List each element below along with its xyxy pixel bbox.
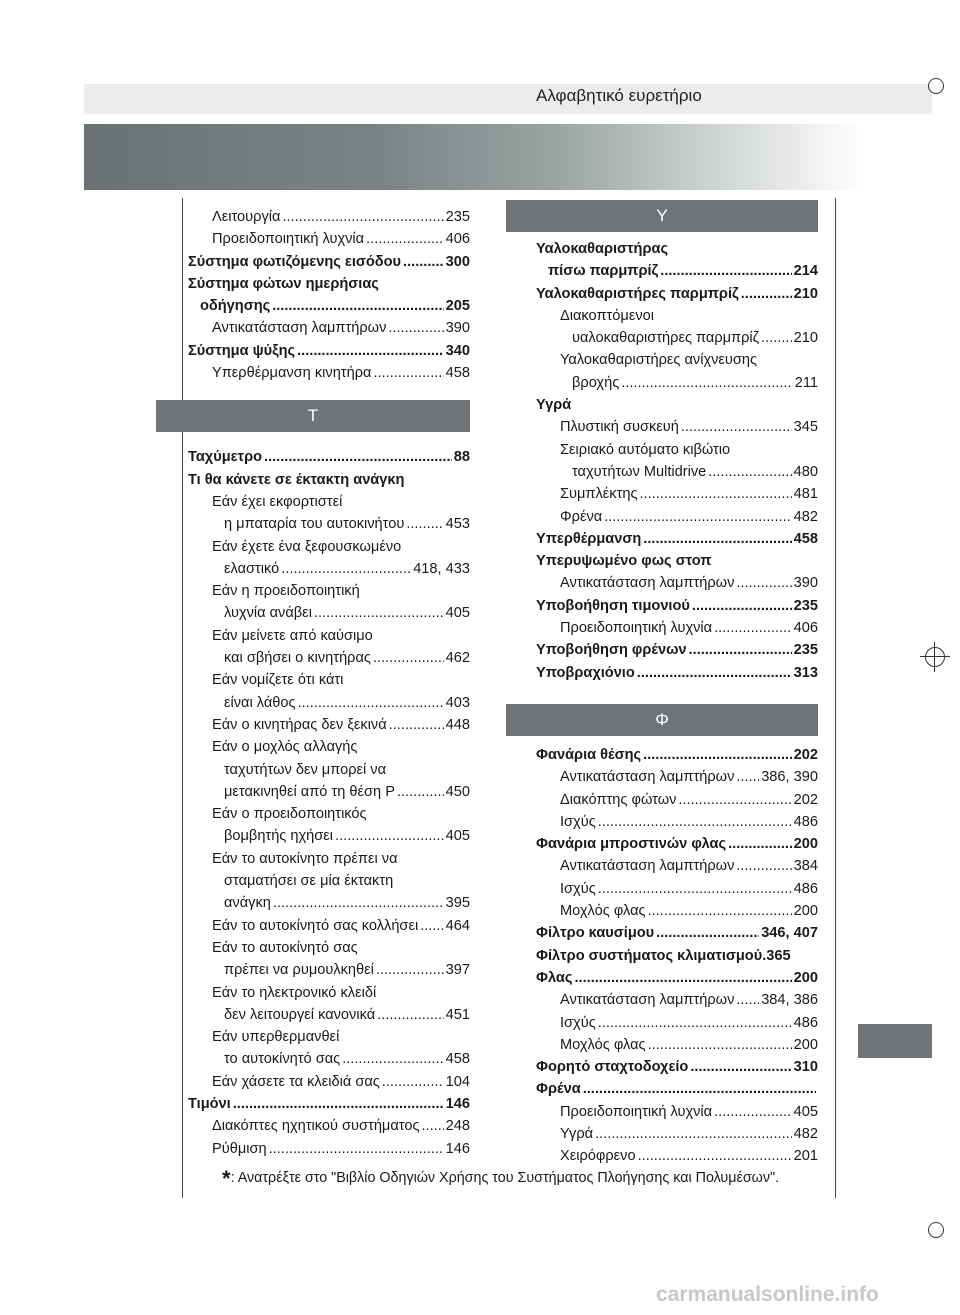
t-entries xyxy=(188,446,470,1160)
index-entry xyxy=(188,982,470,1004)
dot-leader xyxy=(376,959,444,981)
entry-text: Εάν ο προειδοποιητικός xyxy=(212,806,367,823)
entry-page: 248 xyxy=(445,1118,470,1135)
dot-leader xyxy=(314,602,444,624)
entry-page: 458 xyxy=(793,530,818,547)
header-band xyxy=(84,124,932,190)
index-entry xyxy=(536,811,818,833)
entry-page: 365 xyxy=(766,947,791,964)
index-entry xyxy=(188,647,470,669)
entry-page: 458 xyxy=(445,365,470,382)
index-entry xyxy=(188,781,470,803)
index-entry xyxy=(536,1101,818,1123)
registration-mark xyxy=(925,647,945,667)
dot-leader xyxy=(269,1138,444,1160)
entry-text: είναι λάθος xyxy=(224,694,296,711)
index-entry xyxy=(188,959,470,981)
dot-leader xyxy=(598,878,792,900)
entry-page: 210 xyxy=(793,330,818,347)
footnote-star: * xyxy=(222,1166,231,1191)
entry-text: Εάν έχετε ένα ξεφουσκωμένο xyxy=(212,538,402,555)
index-entry xyxy=(188,892,470,914)
entry-page: 345 xyxy=(793,419,818,436)
entry-page: 403 xyxy=(445,694,470,711)
entry-page: 384, 386 xyxy=(761,992,818,1009)
dot-leader xyxy=(342,1048,443,1070)
index-entry xyxy=(188,491,470,513)
entry-text: Υποβοήθηση φρένων xyxy=(536,642,687,659)
index-entry xyxy=(536,1123,818,1145)
index-entry xyxy=(188,317,470,339)
entry-page: 406 xyxy=(793,620,818,637)
dot-leader xyxy=(708,461,791,483)
entry-page: 405 xyxy=(445,605,470,622)
entry-page: 200 xyxy=(793,836,818,853)
index-entry xyxy=(536,260,818,282)
dot-leader xyxy=(690,1056,791,1078)
entry-text: ταχυτήτων δεν μπορεί να xyxy=(224,761,387,778)
entry-text: Εάν υπερθερμανθεί xyxy=(212,1029,340,1046)
y-entries xyxy=(536,238,818,684)
header-strip xyxy=(84,84,932,114)
dot-leader xyxy=(574,967,791,989)
dot-leader xyxy=(643,744,792,766)
entry-text: Σύστημα φώτων ημερήσιας xyxy=(188,275,379,292)
index-entry xyxy=(188,362,470,384)
entry-page: 146 xyxy=(445,1095,470,1112)
index-entry xyxy=(536,744,818,766)
entry-text: Αντικατάσταση λαμπτήρων xyxy=(212,320,387,337)
entry-text: Σύστημα ψύξης xyxy=(188,342,296,359)
dot-leader xyxy=(373,362,443,384)
entry-text: Προειδοποιητική λυχνία xyxy=(212,231,365,248)
index-entry xyxy=(188,446,470,468)
entry-page: 486 xyxy=(793,880,818,897)
index-entry xyxy=(536,789,818,811)
entry-text: Υποβοήθηση τιμονιού xyxy=(536,597,690,614)
dot-leader xyxy=(272,295,443,317)
index-entry xyxy=(536,439,818,461)
entry-text: Αντικατάσταση λαμπτήρων xyxy=(560,992,735,1009)
entry-text: βροχής xyxy=(572,374,620,391)
entry-text: Σειριακό αυτόματο κιβώτιο xyxy=(560,441,731,458)
index-entry xyxy=(188,825,470,847)
dot-leader xyxy=(660,260,791,282)
dot-leader xyxy=(656,922,759,944)
entry-page: 482 xyxy=(793,508,818,525)
index-entry xyxy=(536,595,818,617)
entry-text: Εάν το ηλεκτρονικό κλειδί xyxy=(212,984,377,1001)
right-divider xyxy=(835,198,836,1198)
index-entry xyxy=(188,295,470,317)
entry-text: οδήγησης xyxy=(200,298,271,315)
index-entry xyxy=(536,855,818,877)
dot-leader xyxy=(389,714,444,736)
entry-text: Διακοπτόμενοι xyxy=(560,307,654,324)
entry-page: 201 xyxy=(793,1148,818,1165)
dot-leader xyxy=(736,855,791,877)
entry-text: Υποβραχιόνιο xyxy=(536,664,635,681)
left-top-entries xyxy=(188,206,470,384)
index-left-column xyxy=(188,206,470,1160)
entry-text: Φίλτρο συστήματος κλιματισμού xyxy=(536,947,763,964)
entry-page: 482 xyxy=(793,1125,818,1142)
index-entry xyxy=(536,1056,818,1078)
entry-text: Μοχλός φλας xyxy=(560,1036,646,1053)
index-entry xyxy=(188,1004,470,1026)
entry-text: Εάν το αυτοκίνητο πρέπει να xyxy=(212,850,398,867)
dot-leader xyxy=(637,662,792,684)
dot-leader xyxy=(403,251,444,273)
entry-text: ελαστικό xyxy=(224,560,280,577)
index-entry xyxy=(536,617,818,639)
index-entry xyxy=(188,1048,470,1070)
entry-text: Αντικατάσταση λαμπτήρων xyxy=(560,575,735,592)
index-entry xyxy=(536,238,818,260)
entry-page: 202 xyxy=(793,791,818,808)
index-entry xyxy=(536,945,818,967)
entry-page: 88 xyxy=(453,449,470,466)
index-entry xyxy=(188,736,470,758)
entry-text: Ισχύς xyxy=(560,880,596,897)
entry-page: 464 xyxy=(445,917,470,934)
entry-page: 390 xyxy=(445,320,470,337)
entry-text: Τι θα κάνετε σε έκτακτη ανάγκη xyxy=(188,471,405,488)
dot-leader xyxy=(692,595,792,617)
entry-text: βομβητής ηχήσει xyxy=(224,828,334,845)
dot-leader xyxy=(638,1145,792,1167)
entry-text: Φρένα xyxy=(560,508,603,525)
index-entry xyxy=(536,1078,818,1100)
index-entry xyxy=(536,283,818,305)
entry-text: Εάν ο μοχλός αλλαγής xyxy=(212,739,358,756)
index-entry xyxy=(536,878,818,900)
entry-page: 453 xyxy=(445,516,470,533)
dot-leader xyxy=(388,317,443,339)
entry-text: Υγρά xyxy=(560,1125,594,1142)
entry-text: υαλοκαθαριστήρες παρμπρίζ xyxy=(572,330,760,347)
index-entry xyxy=(188,340,470,362)
dot-leader xyxy=(420,915,443,937)
entry-page: 450 xyxy=(445,783,470,800)
dot-leader xyxy=(382,1071,444,1093)
index-entry xyxy=(536,833,818,855)
dot-leader xyxy=(406,513,443,535)
index-entry xyxy=(536,967,818,989)
entry-page: 386, 390 xyxy=(761,769,818,786)
entry-page: 340 xyxy=(445,342,470,359)
index-entry xyxy=(188,206,470,228)
index-entry xyxy=(536,327,818,349)
crop-mark-bottom-right xyxy=(928,1222,944,1238)
index-entry xyxy=(188,870,470,892)
index-entry xyxy=(536,305,818,327)
entry-text: Φίλτρο καυσίμου xyxy=(536,925,655,942)
dot-leader xyxy=(643,528,791,550)
dot-leader xyxy=(373,647,444,669)
index-entry xyxy=(188,692,470,714)
index-entry xyxy=(188,1093,470,1115)
section-header-t: Τ xyxy=(156,400,470,432)
entry-text: δεν λειτουργεί κανονικά xyxy=(224,1006,376,1023)
index-entry xyxy=(188,273,470,295)
dot-leader xyxy=(648,1034,792,1056)
entry-text: Διακόπτες ηχητικού συστήματος xyxy=(212,1118,420,1135)
entry-text: Μοχλός φλας xyxy=(560,903,646,920)
entry-page: 395 xyxy=(445,895,470,912)
entry-text: Υπερθέρμανση xyxy=(536,530,642,547)
entry-text: και σβήσει ο κινητήρας xyxy=(224,650,371,667)
entry-text: Φορητό σταχτοδοχείο xyxy=(536,1059,689,1076)
dot-leader xyxy=(681,416,792,438)
dot-leader xyxy=(297,340,444,362)
entry-page: 462 xyxy=(445,650,470,667)
dot-leader xyxy=(298,692,444,714)
entry-text: Εάν έχει εκφορτιστεί xyxy=(212,493,343,510)
entry-page: 405 xyxy=(445,828,470,845)
entry-page: 310 xyxy=(793,1059,818,1076)
entry-page: 235 xyxy=(793,597,818,614)
index-entry xyxy=(188,580,470,602)
dot-leader xyxy=(714,1101,792,1123)
entry-page: 405 xyxy=(793,1103,818,1120)
entry-text: Αντικατάσταση λαμπτήρων xyxy=(560,858,735,875)
dot-leader xyxy=(689,639,792,661)
dot-leader xyxy=(736,989,759,1011)
index-entry xyxy=(536,900,818,922)
entry-page: 200 xyxy=(793,903,818,920)
entry-text: Ισχύς xyxy=(560,1014,596,1031)
index-entry xyxy=(536,922,818,944)
dot-leader xyxy=(714,617,792,639)
entry-page: 448 xyxy=(445,716,470,733)
dot-leader xyxy=(621,372,793,394)
entry-text: Τιμόνι xyxy=(188,1095,231,1112)
entry-page: 481 xyxy=(793,486,818,503)
entry-page: 235 xyxy=(793,642,818,659)
index-entry xyxy=(536,483,818,505)
dot-leader xyxy=(598,811,792,833)
entry-page: 313 xyxy=(793,664,818,681)
section-header-f: Φ xyxy=(506,704,818,736)
entry-text: Συμπλέκτης xyxy=(560,486,638,503)
dot-leader xyxy=(335,825,444,847)
entry-page: 205 xyxy=(445,298,470,315)
entry-text: Φανάρια θέσης xyxy=(536,746,642,763)
dot-leader xyxy=(648,900,792,922)
dot-leader xyxy=(366,228,444,250)
section-header-y: Υ xyxy=(506,200,818,232)
index-entry xyxy=(536,662,818,684)
left-divider xyxy=(182,198,183,1198)
entry-page: 486 xyxy=(793,813,818,830)
dot-leader xyxy=(595,1123,792,1145)
entry-text: Εάν νομίζετε ότι κάτι xyxy=(212,672,344,689)
entry-text: Εάν χάσετε τα κλειδιά σας xyxy=(212,1073,380,1090)
dot-leader xyxy=(736,766,759,788)
index-entry xyxy=(536,639,818,661)
index-entry xyxy=(536,394,818,416)
entry-text: Υπερυψωμένο φως στοπ xyxy=(536,553,712,570)
dot-leader xyxy=(264,446,452,468)
page-title: Αλφαβητικό ευρετήριο xyxy=(536,86,702,105)
entry-text: Εάν η προειδοποιητική xyxy=(212,583,360,600)
entry-text: σταματήσει σε μία έκτακτη xyxy=(224,873,394,890)
entry-page: 235 xyxy=(445,209,470,225)
index-entry xyxy=(536,572,818,594)
entry-text: Εάν μείνετε από καύσιμο xyxy=(212,627,373,644)
entry-text: πρέπει να ρυμουλκηθεί xyxy=(224,962,374,979)
index-entry xyxy=(536,461,818,483)
dot-leader xyxy=(583,1078,816,1100)
entry-text: Ρύθμιση xyxy=(212,1140,267,1157)
entry-text: Χειρόφρενο xyxy=(560,1148,636,1165)
dot-leader xyxy=(377,1004,443,1026)
index-entry xyxy=(188,536,470,558)
crop-mark-top-right xyxy=(928,78,944,94)
dot-leader xyxy=(397,781,444,803)
entry-page: 390 xyxy=(793,575,818,592)
entry-text: Αντικατάσταση λαμπτήρων xyxy=(560,769,735,786)
entry-text: Ισχύς xyxy=(560,813,596,830)
entry-text: Υγρά xyxy=(536,397,572,414)
entry-text: Υαλοκαθαριστήρες ανίχνευσης xyxy=(560,352,758,369)
index-entry xyxy=(536,766,818,788)
entry-page: 214 xyxy=(793,263,818,280)
entry-page: 397 xyxy=(445,962,470,979)
entry-text: Λειτουργία xyxy=(212,209,281,225)
dot-leader xyxy=(678,789,791,811)
index-entry xyxy=(536,1034,818,1056)
entry-page: 202 xyxy=(793,746,818,763)
entry-text: Πλυστική συσκευή xyxy=(560,419,679,436)
dot-leader xyxy=(282,206,443,228)
entry-text: Προειδοποιητική λυχνία xyxy=(560,1103,713,1120)
entry-text: Υπερθέρμανση κινητήρα xyxy=(212,365,372,382)
index-entry xyxy=(188,513,470,535)
dot-leader xyxy=(598,1012,792,1034)
index-entry xyxy=(188,1115,470,1137)
index-entry xyxy=(536,989,818,1011)
entry-page: 300 xyxy=(445,253,470,270)
index-entry xyxy=(536,528,818,550)
index-entry xyxy=(536,372,818,394)
entry-text: Εάν ο κινητήρας δεν ξεκινά xyxy=(212,716,387,733)
dot-leader xyxy=(741,283,792,305)
dot-leader xyxy=(761,327,792,349)
index-entry xyxy=(536,349,818,371)
entry-page: 486 xyxy=(793,1014,818,1031)
dot-leader xyxy=(728,833,792,855)
index-entry xyxy=(188,848,470,870)
footnote xyxy=(222,1166,779,1192)
entry-text: η μπαταρία του αυτοκινήτου xyxy=(224,516,405,533)
index-entry xyxy=(188,759,470,781)
entry-text: Εάν το αυτοκίνητό σας xyxy=(212,939,358,956)
index-entry xyxy=(536,1145,818,1167)
entry-page: 451 xyxy=(445,1006,470,1023)
footnote-text: : Ανατρέξτε στο "Βιβλίο Οδηγιών Χρήσης του Συστήματος Πλοήγησης και Πολυμέσων". xyxy=(230,1170,780,1186)
entry-text: Ταχύμετρο xyxy=(188,449,263,466)
entry-page: 406 xyxy=(445,231,470,248)
index-entry xyxy=(188,1138,470,1160)
index-entry xyxy=(536,416,818,438)
dot-leader xyxy=(604,506,791,528)
entry-text: λυχνία ανάβει xyxy=(224,605,312,622)
watermark: carmanualsonline.info xyxy=(656,1283,879,1306)
dot-leader xyxy=(736,572,791,594)
entry-page: 384 xyxy=(793,858,818,875)
entry-text: Φρένα xyxy=(536,1081,581,1098)
index-entry xyxy=(188,669,470,691)
index-entry xyxy=(188,625,470,647)
entry-page: 480 xyxy=(793,463,818,480)
index-entry xyxy=(188,469,470,491)
entry-text: ανάγκη xyxy=(224,895,271,912)
thumb-index-tab xyxy=(858,1024,932,1058)
entry-text: Διακόπτης φώτων xyxy=(560,791,677,808)
f-entries xyxy=(536,744,818,1168)
index-right-column xyxy=(536,200,818,1168)
entry-text: Εάν το αυτοκίνητό σας κολλήσει xyxy=(212,917,419,934)
entry-page: 211 xyxy=(794,374,818,391)
entry-text: Φανάρια μπροστινών φλας xyxy=(536,836,727,853)
entry-text: Σύστημα φωτιζόμενης εισόδου xyxy=(188,253,402,270)
index-entry xyxy=(188,803,470,825)
entry-page: 346, 407 xyxy=(761,925,818,942)
entry-page: 200 xyxy=(793,1036,818,1053)
entry-page: 146 xyxy=(445,1140,470,1157)
index-entry xyxy=(188,228,470,250)
dot-leader xyxy=(273,892,444,914)
index-entry xyxy=(188,714,470,736)
entry-page: 200 xyxy=(793,969,818,986)
index-entry xyxy=(188,602,470,624)
entry-text: Υαλοκαθαριστήρες παρμπρίζ xyxy=(536,285,739,302)
dot-leader xyxy=(640,483,792,505)
entry-text: ταχυτήτων Multidrive xyxy=(572,463,707,480)
entry-text: Φλας xyxy=(536,969,573,986)
index-entry xyxy=(536,550,818,572)
entry-page: 210 xyxy=(793,285,818,302)
index-entry xyxy=(188,915,470,937)
entry-page: 418, 433 xyxy=(413,560,470,577)
dot-leader xyxy=(233,1093,444,1115)
index-entry xyxy=(188,937,470,959)
entry-page: 104 xyxy=(445,1073,470,1090)
dot-leader xyxy=(421,1115,443,1137)
entry-text: Προειδοποιητική λυχνία xyxy=(560,620,713,637)
index-entry xyxy=(536,1012,818,1034)
index-entry xyxy=(536,506,818,528)
entry-text: μετακινηθεί από τη θέση P xyxy=(224,783,395,800)
entry-page: 458 xyxy=(445,1051,470,1068)
index-entry xyxy=(188,1026,470,1048)
entry-text: Υαλοκαθαριστήρας xyxy=(536,241,669,257)
index-entry xyxy=(188,1071,470,1093)
dot-leader xyxy=(281,558,411,580)
entry-text: το αυτοκίνητό σας xyxy=(224,1051,341,1068)
entry-text: πίσω παρμπρίζ xyxy=(548,263,659,280)
dot-leader: . xyxy=(762,947,767,964)
index-entry xyxy=(188,558,470,580)
index-entry xyxy=(188,251,470,273)
